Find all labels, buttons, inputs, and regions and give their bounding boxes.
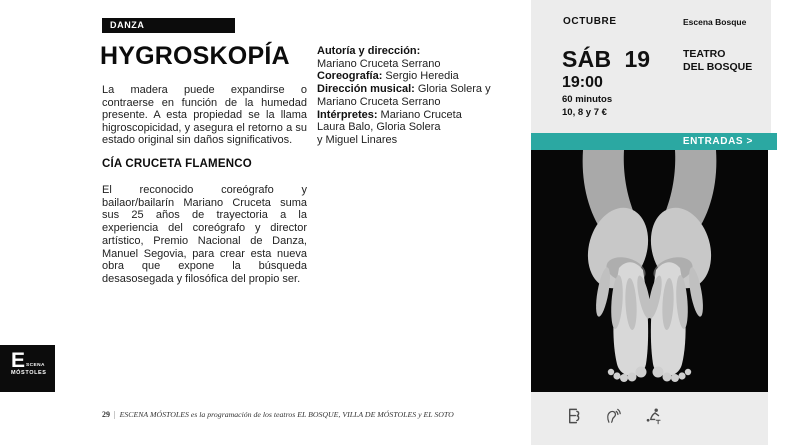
event-duration: 60 minutos <box>562 94 613 105</box>
company-paragraph: El reconocido coreógrafo y bailaor/bailarín Mariano Cruceta suma sus 25 años de trayectoria a la experiencia del coreógrafo y director artístico, Premio Nacional de Danza, Manuel Segovia, para crear esta nueva obra que expone la búsqueda desasosegada y filosófica del propio ser. <box>102 184 307 285</box>
credit-line: Dirección musical: Gloria Solera y <box>317 83 491 96</box>
program-text-icon <box>565 405 582 427</box>
logo-mostoles-text: MÓSTOLES <box>11 370 47 376</box>
credits-block <box>317 45 512 147</box>
event-card <box>531 0 771 445</box>
event-card-header <box>531 0 771 133</box>
logo-initial: E <box>11 349 26 372</box>
credit-line: Coreografía: Sergio Heredia <box>317 70 459 83</box>
escena-mostoles-logo <box>0 345 55 392</box>
credit-line: Mariano Cruceta Serrano <box>317 57 441 70</box>
event-time: 19:00 <box>562 74 603 91</box>
credit-line: y Miguel Linares <box>317 133 398 146</box>
dance-figure-icon <box>645 405 662 427</box>
logo-scena-text: SCENA <box>26 363 45 368</box>
event-card-footer <box>531 392 768 445</box>
event-month: OCTUBRE <box>563 16 617 27</box>
pictogram-row <box>565 405 662 427</box>
company-heading: CÍA CRUCETA FLAMENCO <box>102 158 252 170</box>
intro-paragraph: La madera puede expandirse o contraerse en función de la humedad presente. A esta propiedad se la llama higroscopicidad, y asegura el retorno a su estado original sin daños significativos. <box>102 84 307 147</box>
footer-tagline: ESCENA MÓSTOLES es la programación de los teatros EL BOSQUE, VILLA DE MÓSTOLES y EL SOTO <box>119 410 454 419</box>
event-datetime-block <box>562 46 650 118</box>
venue-name: TEATRO DEL BOSQUE <box>683 48 753 73</box>
venue-brand: Escena Bosque <box>683 17 747 27</box>
credit-line: Laura Balo, Gloria Solera <box>317 121 441 134</box>
event-day-date <box>562 46 650 73</box>
tickets-button[interactable]: ENTRADAS > <box>531 133 777 150</box>
performance-photo <box>531 150 768 392</box>
credit-line: Mariano Cruceta Serrano <box>317 95 441 108</box>
page-title: HYGROSKOPÍA <box>100 42 290 70</box>
event-date: 19 <box>624 46 651 72</box>
category-tag: DANZA <box>102 18 235 33</box>
event-prices: 10, 8 y 7 € <box>562 107 607 118</box>
page-footer <box>102 410 454 419</box>
footer-divider: | <box>114 410 116 419</box>
page-number: 29 <box>102 410 110 419</box>
hands-feet-illustration <box>531 150 768 392</box>
hearing-icon <box>605 405 622 427</box>
credit-line: Intérpretes: Mariano Cruceta <box>317 108 462 121</box>
credit-line: Autoría y dirección: <box>317 45 421 57</box>
event-day: SÁB <box>562 46 612 72</box>
